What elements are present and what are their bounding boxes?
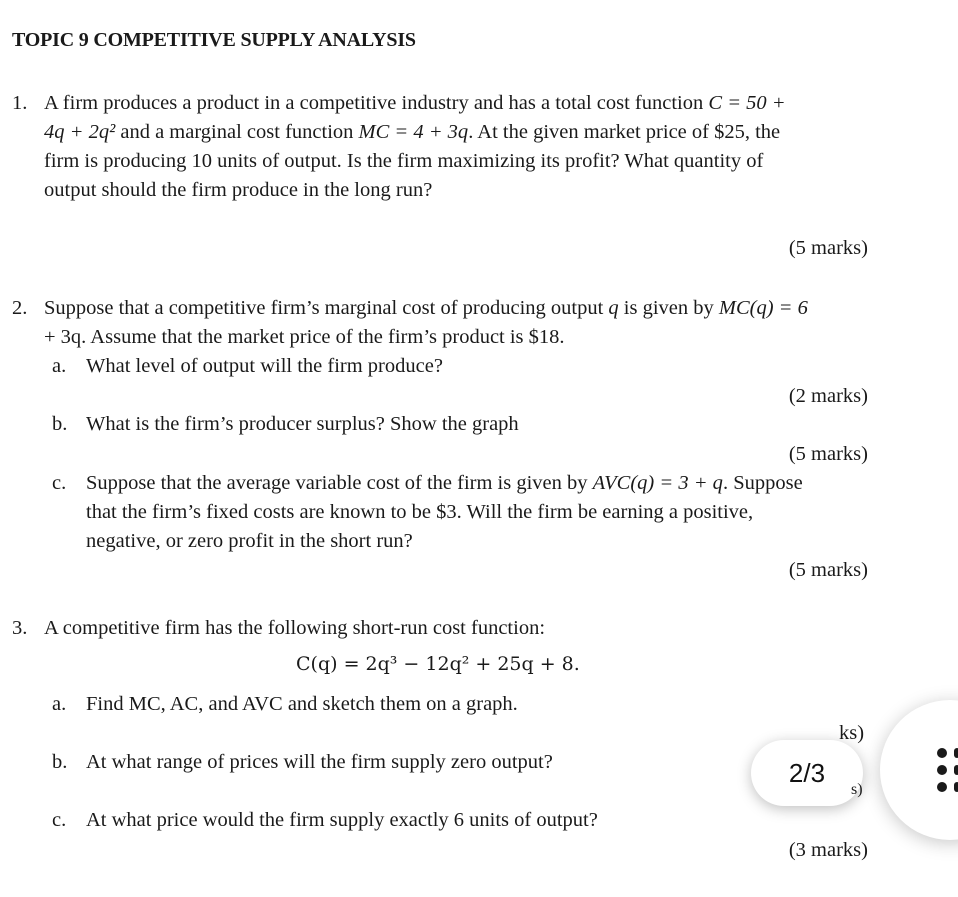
sub-question-letter: a. <box>52 693 67 715</box>
sub-question-letter: b. <box>52 751 68 773</box>
equation: 4q + 2q² <box>44 121 116 143</box>
marks-label: (5 marks) <box>788 559 868 581</box>
sub-question-text: What is the firm’s producer surplus? Show the graph <box>86 413 519 435</box>
more-options-button[interactable] <box>880 700 958 840</box>
marks-label: s) <box>851 781 863 798</box>
sub-question-letter: b. <box>52 413 68 435</box>
question-text-line: A competitive firm has the following short-run cost function: <box>44 617 546 639</box>
equation: MC = 4 + 3q <box>358 121 469 143</box>
sub-question-letter: c. <box>52 809 67 831</box>
sub-question-letter: a. <box>52 355 67 377</box>
question-text-line: Suppose that a competitive firm’s marginal cost of producing output q is given by MC(q) = 6 <box>44 297 808 319</box>
question-text-line: A firm produces a product in a competitive industry and has a total cost function C = 50 + <box>44 92 786 114</box>
question-number: 2. <box>12 297 28 319</box>
question-text-line: firm is producing 10 units of output. Is the firm maximizing its profit? What quantity of <box>44 150 764 172</box>
sub-question-text: At what range of prices will the firm supply zero output? <box>86 751 553 773</box>
equation: AVC(q) = 3 + q <box>592 472 723 494</box>
sub-question-text: What level of output will the firm produce? <box>86 355 443 377</box>
marks-label: (5 marks) <box>788 443 868 465</box>
question-number: 1. <box>12 92 28 114</box>
question-text-line: output should the firm produce in the long run? <box>44 179 433 201</box>
page-indicator[interactable]: 2/3 <box>751 740 863 806</box>
question-text-line: 4q + 2q² and a marginal cost function MC = 4 + 3q. At the given market price of $25, the <box>44 121 781 143</box>
sub-question-text: Find MC, AC, and AVC and sketch them on a graph. <box>86 693 518 715</box>
marks-label: (3 marks) <box>788 839 868 861</box>
marks-label: ks) <box>839 722 865 744</box>
marks-label: (5 marks) <box>788 237 868 259</box>
sub-question-text: Suppose that the average variable cost of the firm is given by AVC(q) = 3 + q. Suppose <box>86 472 803 494</box>
sub-question-text: At what price would the firm supply exactly 6 units of output? <box>86 809 598 831</box>
sub-question-text: that the firm’s fixed costs are known to be $3. Will the firm be earning a positive, <box>86 501 754 523</box>
question-number: 3. <box>12 617 28 639</box>
sub-question-letter: c. <box>52 472 67 494</box>
question-text-line: + 3q. Assume that the market price of the firm’s product is $18. <box>44 326 565 348</box>
marks-label: (2 marks) <box>788 385 868 407</box>
sub-question-text: negative, or zero profit in the short run? <box>86 530 413 552</box>
page-title: TOPIC 9 COMPETITIVE SUPPLY ANALYSIS <box>12 29 416 51</box>
equation: C = 50 + <box>708 92 786 114</box>
cost-function-equation: C(q) = 2q³ − 12q² + 25q + 8. <box>296 653 580 675</box>
equation: MC(q) = 6 <box>718 297 808 319</box>
